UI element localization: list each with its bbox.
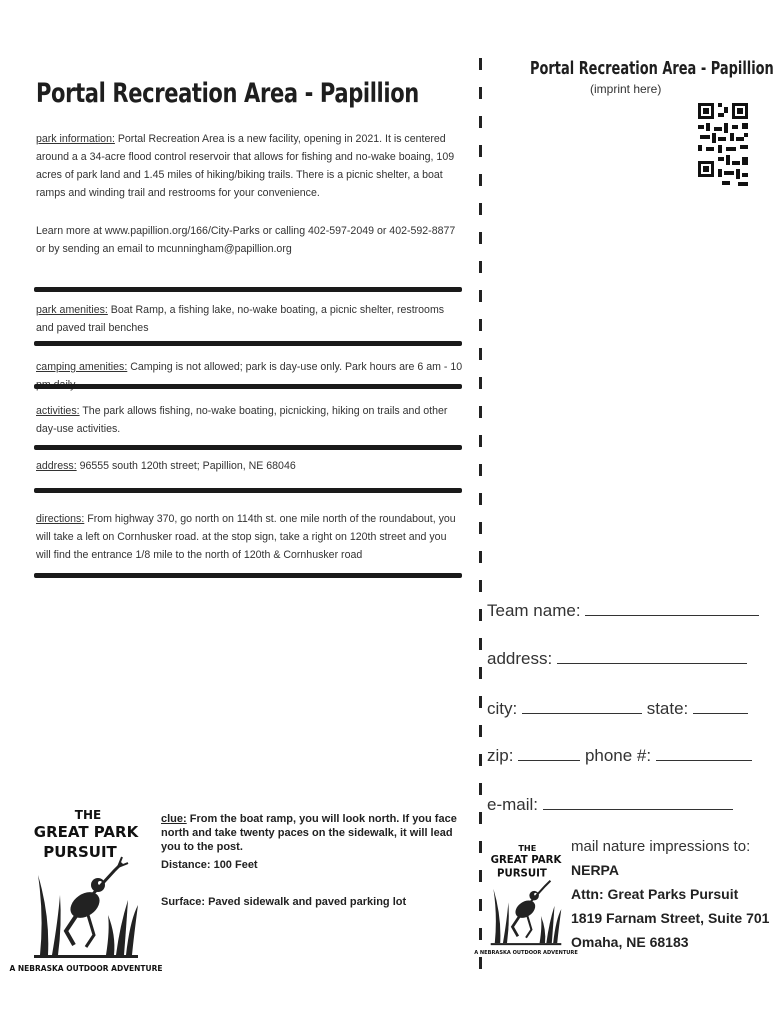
park-info-text: Portal Recreation Area is a new facility, opening in 2021. It is centered around a a 34-acre flood control reservoir that allows for fishing and no-wake boaing, 109 acres of park land and 1.45 miles of hiking/biking trails. There is a picnic shelter, a boat ramps and winding trail and restrooms for your convenience. [36, 133, 455, 199]
team-name-label: Team name: [487, 601, 581, 620]
page-title: Portal Recreation Area - Papillion [36, 78, 419, 109]
imprint-text: (imprint here) [590, 82, 662, 96]
learn-more-text: Learn more at www.papillion.org/166/City-Parks or calling 402-597-2049 or 402-592-8877 or by sending an email to mcunningham@papillion.org [36, 225, 456, 255]
address-label: address: [36, 460, 77, 472]
logo-line2: GREAT PARK [490, 855, 562, 867]
clue-text: From the boat ramp, you will look north. If you face north and take twenty paces on the sidewalk, it will lead you to the post. [161, 813, 457, 853]
divider [34, 573, 462, 578]
clue-label: clue: [161, 813, 187, 825]
mail-name: NERPA [571, 862, 619, 878]
city-state-row [487, 699, 748, 719]
surface: Surface: Paved sidewalk and paved parking lot [161, 896, 407, 908]
clue [161, 812, 466, 854]
state-field[interactable] [693, 699, 748, 714]
email-field[interactable] [543, 795, 733, 810]
activities [36, 402, 464, 438]
logo-tagline: A NEBRASKA OUTDOOR ADVENTURE [474, 949, 578, 956]
directions-label: directions: [36, 513, 85, 525]
mail-street: 1819 Farnam Street, Suite 701 [571, 910, 770, 926]
qr-code-icon [698, 103, 748, 186]
zip-label: zip: [487, 746, 514, 765]
directions [36, 510, 464, 564]
logo-line1: THE [518, 842, 537, 853]
state-label: state: [646, 699, 689, 718]
logo-line3: PURSUIT [43, 843, 117, 861]
logo-line3: PURSUIT [497, 868, 547, 880]
logo-line1: THE [74, 808, 102, 822]
divider [34, 384, 462, 389]
address-row [487, 649, 747, 669]
city-field[interactable] [522, 699, 642, 714]
park-info-label: park information: [36, 133, 115, 145]
directions-text: From highway 370, go north on 114th st. one mile north of the roundabout, you will take a left on Cornhusker road. at the stop sign, take a right on 120th street and you will find the entrance 1/8 mile to the north of 120th & Cornhusker road [36, 513, 456, 561]
divider [34, 445, 462, 450]
divider [34, 341, 462, 346]
great-park-pursuit-logo-small [474, 840, 578, 958]
frog-logo-icon [474, 840, 578, 958]
logo-line2: GREAT PARK [33, 823, 139, 841]
logo-tagline: A NEBRASKA OUTDOOR ADVENTURE [9, 964, 163, 973]
activities-text: The park allows fishing, no-wake boating, picnicking, hiking on trails and other day-use activities. [36, 405, 448, 435]
team-name-row [487, 601, 759, 621]
mail-city: Omaha, NE 68183 [571, 934, 689, 950]
amenities-label: park amenities: [36, 304, 108, 316]
email-label: e-mail: [487, 795, 539, 814]
zip-phone-row [487, 746, 752, 766]
mail-intro: mail nature impressions to: [571, 838, 751, 855]
address-field-label: address: [487, 649, 553, 668]
camping-label: camping amenities: [36, 361, 128, 373]
great-park-pursuit-logo [9, 805, 163, 975]
activities-label: activities: [36, 405, 80, 417]
camping-text: Camping is not allowed; park is day-use only. Park hours are 6 am - 10 [130, 361, 463, 373]
divider [34, 488, 462, 493]
amenities-text: Boat Ramp, a fishing lake, no-wake boating, a picnic shelter, restrooms and paved trail benches [36, 304, 445, 334]
address-text: 96555 south 120th street; Papillion, NE 68046 [76, 460, 296, 472]
team-name-field[interactable] [585, 601, 759, 616]
park-information [36, 130, 464, 202]
mail-attn: Attn: Great Parks Pursuit [571, 886, 739, 902]
city-label: city: [487, 699, 518, 718]
distance: Distance: 100 Feet [161, 859, 258, 871]
frog-logo-icon [9, 805, 163, 975]
email-row [487, 795, 733, 815]
cut-line [479, 58, 485, 970]
address [36, 457, 464, 475]
divider [34, 287, 462, 292]
phone-field[interactable] [656, 746, 752, 761]
phone-label: phone #: [584, 746, 652, 765]
postcard-title: Portal Recreation Area - Papillion [530, 58, 774, 79]
address-field[interactable] [557, 649, 747, 664]
zip-field[interactable] [518, 746, 580, 761]
park-amenities [36, 301, 464, 337]
